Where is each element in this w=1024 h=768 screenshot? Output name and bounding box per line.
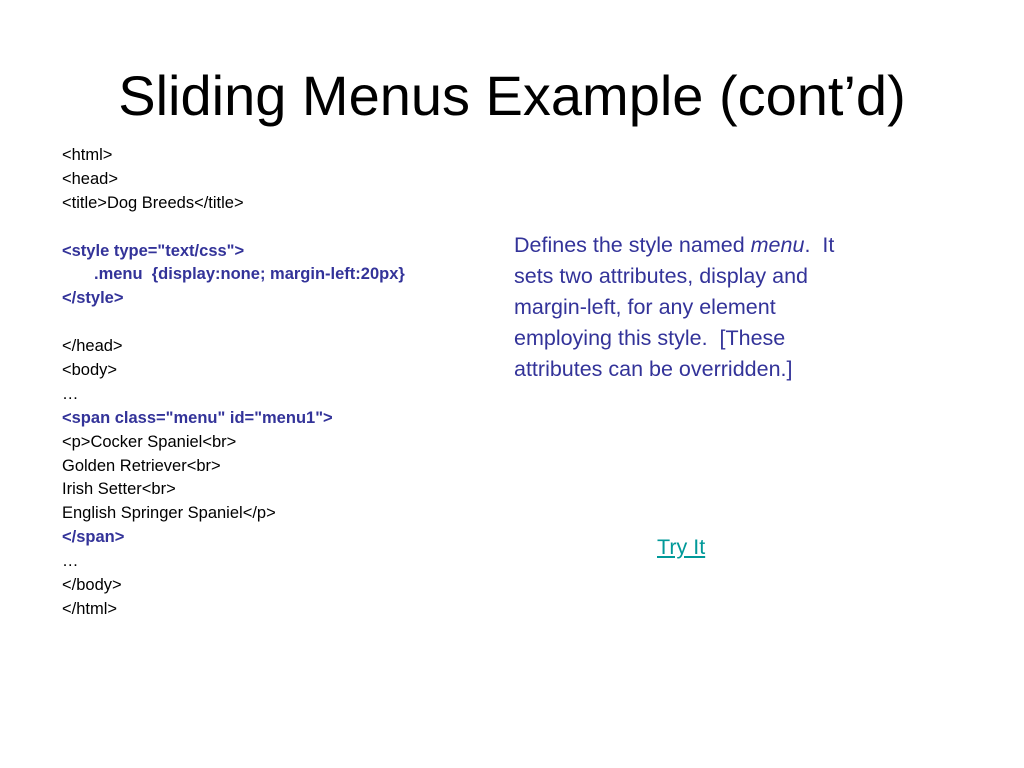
code-line: English Springer Spaniel</p> [62, 504, 276, 523]
code-line: <span class="menu" id="menu1"> [62, 408, 333, 427]
note-text: . It [804, 233, 835, 257]
note-line: attributes can be overridden.] [514, 357, 793, 381]
code-line: <body> [62, 361, 118, 380]
code-line: <style type="text/css"> [62, 241, 245, 260]
note-line: sets two attributes, display and [514, 264, 808, 288]
note-line: employing this style. [These [514, 326, 786, 350]
code-line: … [62, 384, 79, 403]
note-emphasis: menu [750, 233, 805, 257]
code-blank-line [62, 311, 502, 335]
slide-title: Sliding Menus Example (cont’d) [118, 64, 906, 127]
code-line: … [62, 552, 79, 571]
code-line: <head> [62, 169, 118, 188]
explanation-note [514, 230, 934, 385]
code-line: <p>Cocker Spaniel<br> [62, 432, 237, 451]
note-line [514, 230, 934, 261]
try-it-link[interactable]: Try It [657, 535, 706, 559]
code-line: Irish Setter<br> [62, 480, 176, 499]
code-line: Golden Retriever<br> [62, 456, 221, 475]
code-line: <title>Dog Breeds</title> [62, 193, 244, 212]
code-line: </head> [62, 337, 123, 356]
code-line: </body> [62, 576, 122, 595]
code-line: .menu {display:none; margin-left:20px} [94, 265, 405, 284]
code-line: </style> [62, 289, 124, 308]
note-text: Defines the style named [514, 233, 751, 257]
code-line: <html> [62, 146, 113, 164]
code-line: </span> [62, 528, 125, 547]
code-line: </html> [62, 599, 118, 618]
code-listing [62, 144, 502, 622]
code-blank-line [62, 216, 502, 240]
note-line: margin-left, for any element [514, 295, 776, 319]
